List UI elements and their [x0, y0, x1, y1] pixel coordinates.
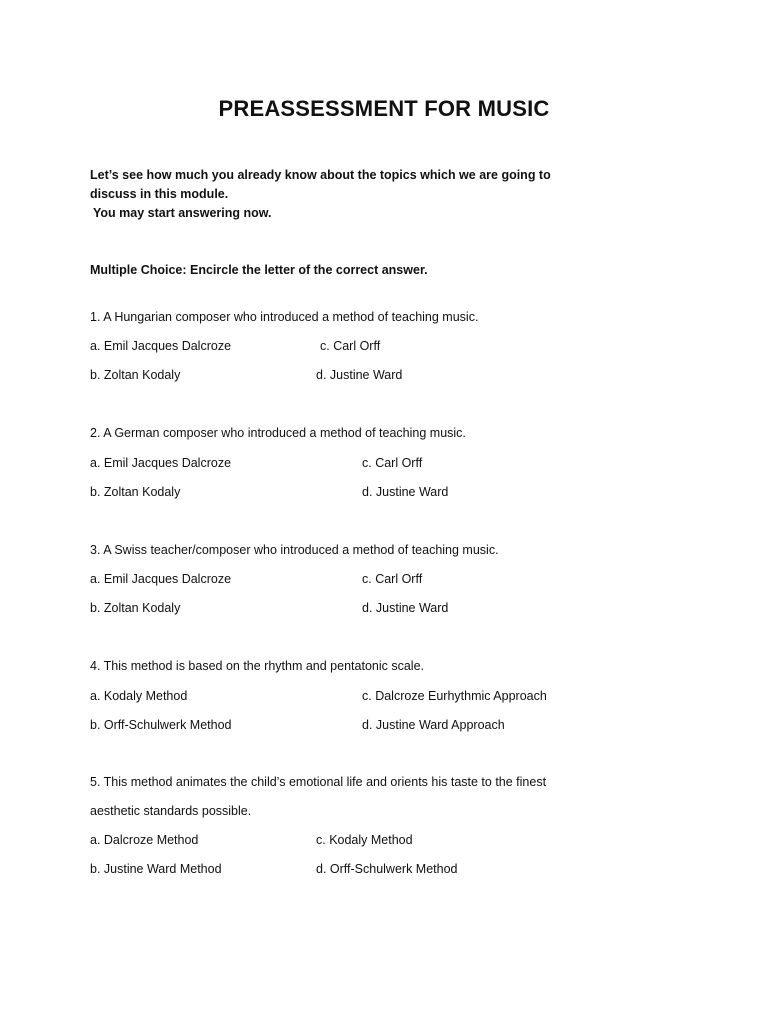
- question-4-option-a: a. Kodaly Method: [90, 689, 188, 703]
- question-4-option-c: c. Dalcroze Eurhythmic Approach: [362, 689, 547, 703]
- question-4: 4. This method is based on the rhythm and pentatonic scale.: [90, 659, 424, 673]
- question-3-option-a: a. Emil Jacques Dalcroze: [90, 572, 232, 586]
- page-title: PREASSESSMENT FOR MUSIC: [218, 96, 550, 121]
- intro-line-1: Let’s see how much you already know about the topics which we are going to: [90, 168, 551, 182]
- question-5-line-2: aesthetic standards possible.: [90, 804, 252, 818]
- question-4-option-d: d. Justine Ward Approach: [362, 718, 505, 732]
- question-5-option-c: c. Kodaly Method: [316, 833, 413, 847]
- question-2-option-c: c. Carl Orff: [362, 456, 423, 470]
- question-5-line-1: 5. This method animates the child’s emotional life and orients his taste to the finest: [90, 775, 547, 789]
- instructions: Multiple Choice: Encircle the letter of the correct answer.: [90, 263, 428, 277]
- question-4-option-b: b. Orff-Schulwerk Method: [90, 718, 232, 732]
- question-2-option-d: d. Justine Ward: [362, 485, 449, 499]
- question-1: 1. A Hungarian composer who introduced a method of teaching music.: [90, 310, 479, 324]
- question-3-option-d: d. Justine Ward: [362, 601, 449, 615]
- question-3-option-c: c. Carl Orff: [362, 572, 423, 586]
- question-2-option-b: b. Zoltan Kodaly: [90, 485, 181, 499]
- intro-line-3: You may start answering now.: [93, 206, 272, 220]
- question-1-option-a: a. Emil Jacques Dalcroze: [90, 339, 232, 353]
- question-2: 2. A German composer who introduced a method of teaching music.: [90, 426, 466, 440]
- question-5-option-d: d. Orff-Schulwerk Method: [316, 862, 458, 876]
- intro-line-2: discuss in this module.: [90, 187, 229, 201]
- question-2-option-a: a. Emil Jacques Dalcroze: [90, 456, 232, 470]
- question-5-option-b: b. Justine Ward Method: [90, 862, 222, 876]
- question-3: 3. A Swiss teacher/composer who introduced a method of teaching music.: [90, 543, 499, 557]
- question-1-option-c: c. Carl Orff: [320, 339, 381, 353]
- question-5-option-a: a. Dalcroze Method: [90, 833, 199, 847]
- question-3-option-b: b. Zoltan Kodaly: [90, 601, 181, 615]
- question-1-option-d: d. Justine Ward: [316, 368, 403, 382]
- question-1-option-b: b. Zoltan Kodaly: [90, 368, 181, 382]
